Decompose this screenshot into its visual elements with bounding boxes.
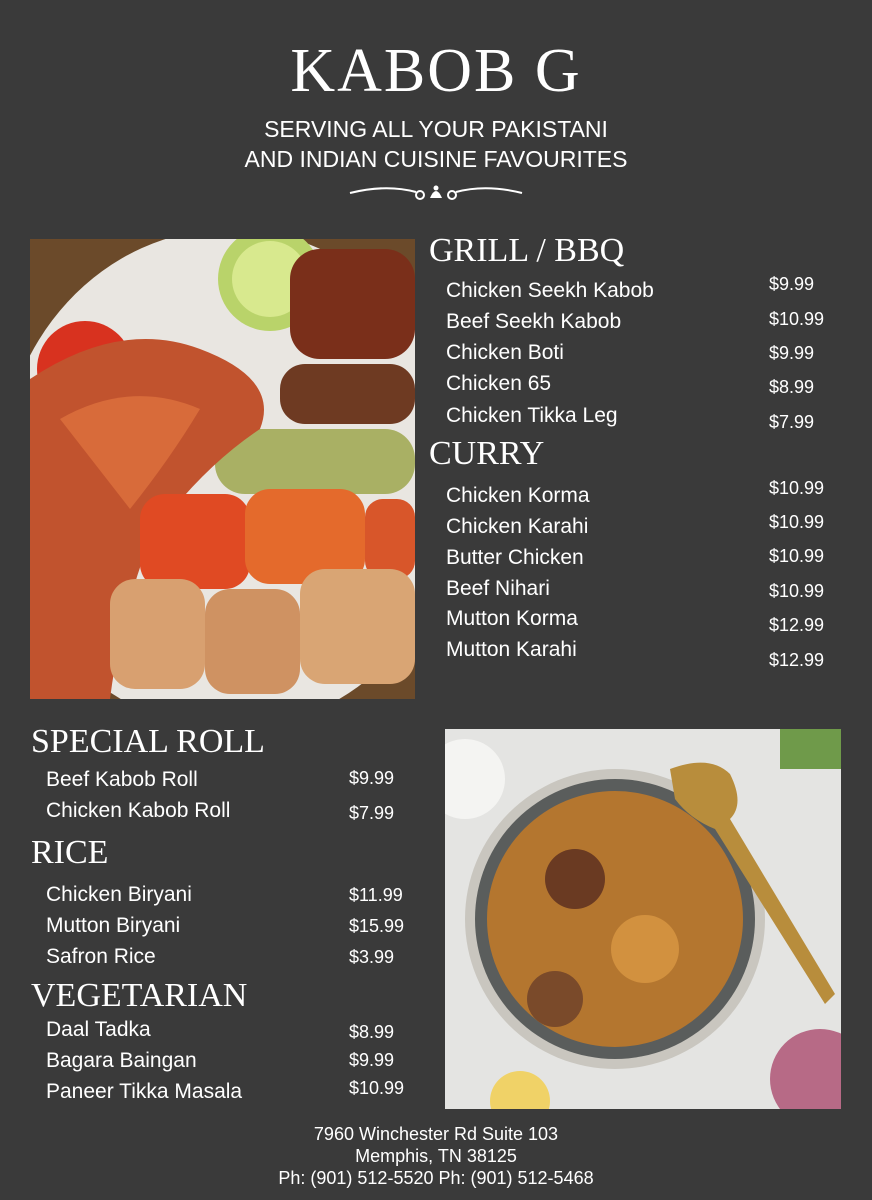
section-title-curry: CURRY xyxy=(429,435,545,472)
menu-item-price: $10.99 xyxy=(769,512,825,532)
menu-item-price: $10.99 xyxy=(769,309,825,329)
menu-item-name: Chicken 65 xyxy=(446,372,552,395)
ornament-divider-icon xyxy=(346,180,526,206)
menu-item-name: Chicken Seekh Kabob xyxy=(446,279,654,302)
menu-item-name: Mutton Biryani xyxy=(46,914,181,937)
grill-platter-photo xyxy=(30,239,415,699)
tagline-line-2: AND INDIAN CUISINE FAVOURITES xyxy=(244,146,628,172)
menu-item-price: $11.99 xyxy=(349,885,403,905)
menu-item-name: Daal Tadka xyxy=(46,1018,151,1041)
footer-address-line-2: Memphis, TN 38125 xyxy=(355,1146,517,1166)
menu-item-price: $9.99 xyxy=(769,274,815,294)
menu-item-price: $8.99 xyxy=(349,1022,395,1042)
section-title-grill: GRILL / BBQ xyxy=(429,232,625,269)
section-title-vegetarian: VEGETARIAN xyxy=(31,977,248,1014)
menu-item-name: Paneer Tikka Masala xyxy=(46,1080,243,1103)
menu-item-name: Chicken Karahi xyxy=(446,515,589,538)
footer-address-line-1: 7960 Winchester Rd Suite 103 xyxy=(313,1124,559,1144)
restaurant-name: KABOB G xyxy=(290,37,582,105)
menu-item-price: $10.99 xyxy=(769,581,825,601)
menu-item-price: $7.99 xyxy=(349,803,395,823)
footer-phone-numbers: Ph: (901) 512-5520 Ph: (901) 512-5468 xyxy=(278,1168,594,1188)
tagline-line-1: SERVING ALL YOUR PAKISTANI xyxy=(264,116,608,142)
menu-item-name: Chicken Boti xyxy=(446,341,564,364)
menu-item-name: Chicken Tikka Leg xyxy=(446,404,618,427)
menu-item-price: $10.99 xyxy=(349,1078,405,1098)
menu-item-name: Chicken Korma xyxy=(446,484,590,507)
menu-item-name: Mutton Korma xyxy=(446,607,578,630)
menu-item-name: Butter Chicken xyxy=(446,546,584,569)
menu-item-price: $7.99 xyxy=(769,412,815,432)
menu-item-price: $12.99 xyxy=(769,650,825,670)
menu-item-name: Beef Nihari xyxy=(446,577,550,600)
biryani-photo xyxy=(445,729,841,1109)
menu-item-name: Bagara Baingan xyxy=(46,1049,197,1072)
menu-item-price: $12.99 xyxy=(769,615,825,635)
menu-item-price: $3.99 xyxy=(349,947,395,967)
menu-item-name: Beef Kabob Roll xyxy=(46,768,198,791)
menu-item-price: $10.99 xyxy=(769,546,825,566)
menu-item-price: $8.99 xyxy=(769,377,815,397)
menu-item-name: Mutton Karahi xyxy=(446,638,577,661)
menu-item-name: Beef Seekh Kabob xyxy=(446,310,622,333)
tagline xyxy=(0,114,872,174)
menu-item-price: $9.99 xyxy=(349,1050,395,1070)
menu-item-price: $15.99 xyxy=(349,916,405,936)
menu-item-price: $10.99 xyxy=(769,478,825,498)
menu-item-name: Chicken Biryani xyxy=(46,883,192,906)
menu-item-name: Safron Rice xyxy=(46,945,156,968)
menu-item-price: $9.99 xyxy=(349,768,395,788)
menu-item-price: $9.99 xyxy=(769,343,815,363)
section-title-rice: RICE xyxy=(31,834,109,871)
section-title-special-roll: SPECIAL ROLL xyxy=(31,723,265,760)
menu-item-name: Chicken Kabob Roll xyxy=(46,799,231,822)
